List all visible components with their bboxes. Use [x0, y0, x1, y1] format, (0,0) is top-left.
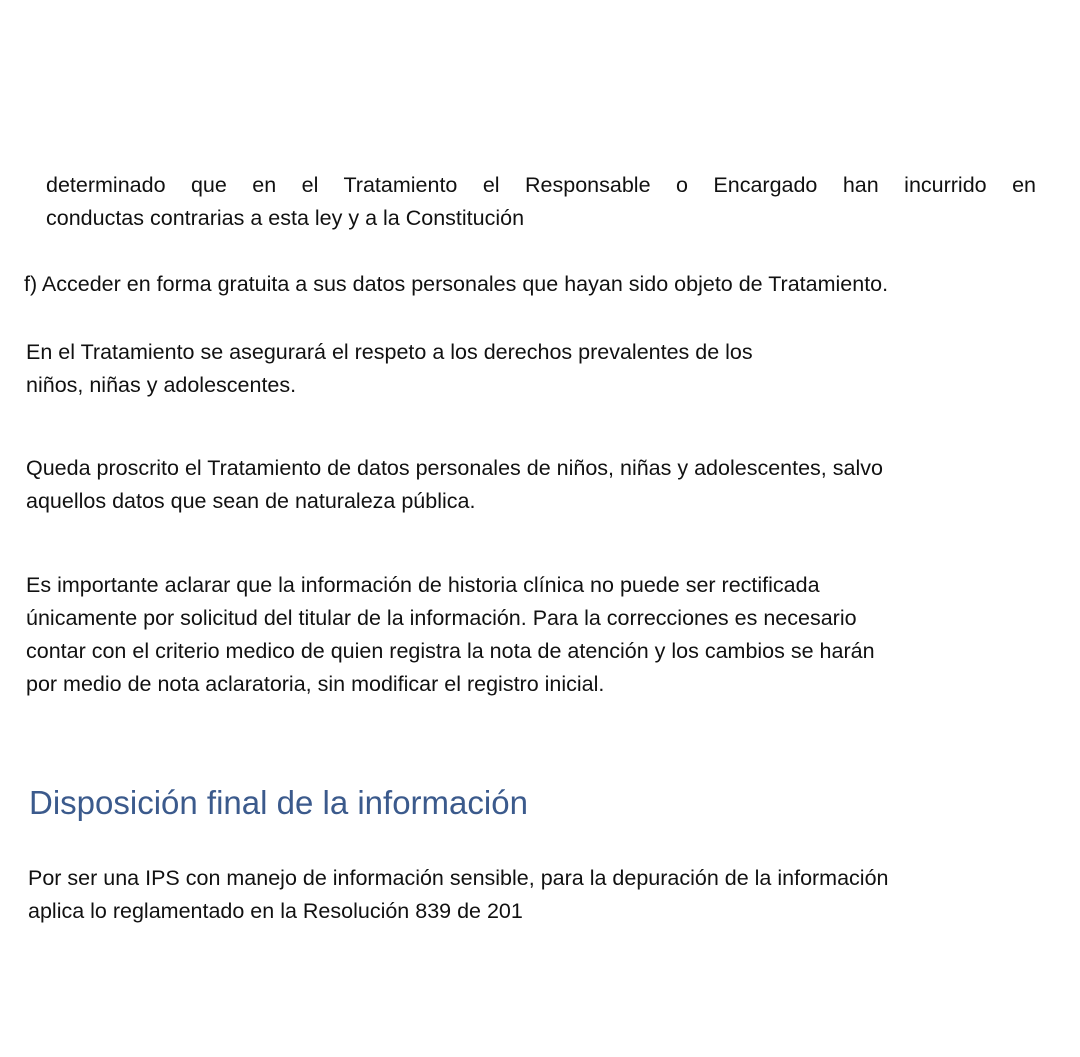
paragraph-line: Por ser una IPS con manejo de información sensible, para la depuración de la información	[28, 866, 889, 890]
paragraph-line: niños, niñas y adolescentes.	[26, 373, 297, 397]
paragraph-line: contar con el criterio medico de quien registra la nota de atención y los cambios se harán	[26, 639, 875, 663]
paragraph-line: Queda proscrito el Tratamiento de datos personales de niños, niñas y adolescentes, salvo	[26, 456, 883, 480]
paragraph-line: En el Tratamiento se asegurará el respeto a los derechos prevalentes de los	[26, 340, 753, 364]
proscrito-paragraph	[26, 452, 883, 518]
ips-paragraph	[28, 862, 889, 928]
paragraph-line: aquellos datos que sean de naturaleza pública.	[26, 489, 476, 513]
ninos-paragraph	[26, 336, 753, 402]
paragraph-line: f) Acceder en forma gratuita a sus datos personales que hayan sido objeto de Tratamiento.	[24, 272, 889, 296]
paragraph-line: Es importante aclarar que la información de historia clínica no puede ser rectificada	[26, 573, 820, 597]
paragraph-line: únicamente por solicitud del titular de la información. Para la correcciones es necesario	[26, 606, 857, 630]
list-item-f	[24, 268, 888, 301]
continuation-paragraph	[46, 169, 1036, 235]
paragraph-line: por medio de nota aclaratoria, sin modificar el registro inicial.	[26, 672, 605, 696]
paragraph-line: determinado que en el Tratamiento el Responsable o Encargado han incurrido en	[46, 173, 1036, 197]
paragraph-line: aplica lo reglamentado en la Resolución 839 de 201	[28, 899, 523, 923]
section-heading: Disposición final de la información	[29, 784, 528, 821]
historia-clinica-paragraph	[26, 569, 875, 701]
paragraph-line: conductas contrarias a esta ley y a la Constitución	[46, 206, 525, 230]
